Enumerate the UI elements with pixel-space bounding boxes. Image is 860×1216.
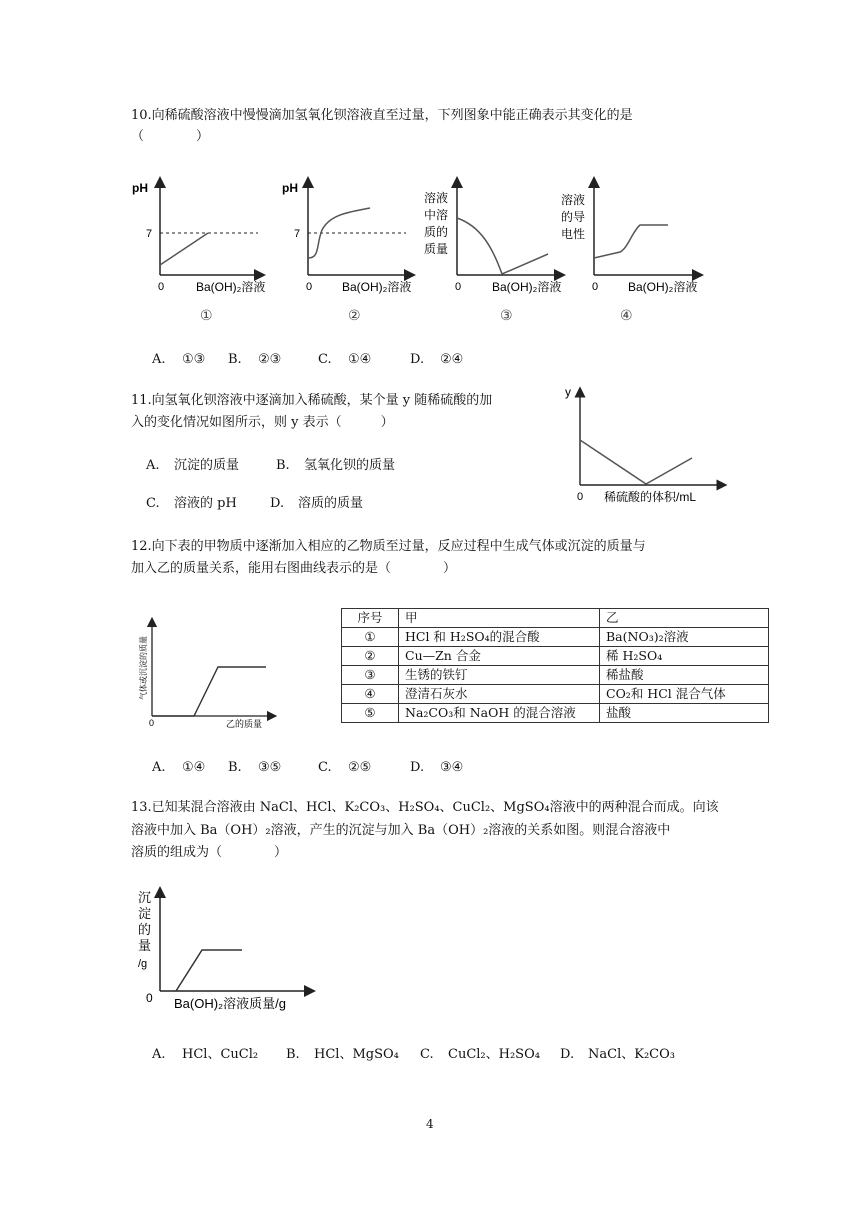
q13-option-c: CuCl₂、H₂SO₄ [448, 1047, 540, 1062]
q10-graph-2-yref: 7 [294, 228, 301, 240]
q11-option-d-letter: D. [270, 496, 285, 511]
q10-graph-3-curve [457, 218, 548, 274]
table-cell: CO₂和 HCl 混合气体 [600, 685, 769, 704]
q10-graph-2 [282, 181, 411, 323]
q11-graph-xlabel: 稀硫酸的体积/mL [604, 490, 697, 504]
q12-option-b-letter: B. [228, 760, 242, 775]
q12-stem-line2: 加入乙的质量关系，能用右图曲线表示的是（ ） [131, 561, 457, 576]
q11-stem-line2: 入的变化情况如图所示，则 y 表示（ ） [131, 415, 394, 430]
q13-option-b: HCl、MgSO₄ [314, 1047, 399, 1062]
q13-option-d: NaCl、K₂CO₃ [588, 1047, 675, 1062]
q10-graphs [120, 170, 720, 330]
table-cell: HCl 和 H₂SO₄的混合酸 [399, 628, 600, 647]
q10-option-c: ①④ [348, 352, 372, 367]
q13-option-a: HCl、CuCl₂ [182, 1047, 259, 1062]
table-cell: 稀 H₂SO₄ [600, 647, 769, 666]
q12-option-a-letter: A. [152, 760, 166, 775]
table-cell: ① [342, 628, 399, 647]
q13-option-a-letter: A. [152, 1047, 166, 1062]
q10-stem-line2: （ ） [131, 129, 210, 144]
q12-option-d-letter: D. [410, 760, 425, 775]
q10-option-d-letter: D. [410, 352, 425, 367]
q13-stem-line3: 溶质的组成为（ ） [131, 845, 288, 860]
q10-graph-3 [424, 182, 561, 323]
q11-option-c-letter: C. [146, 496, 160, 511]
q13-stem-line2: 溶液中加入 Ba（OH）₂溶液，产生的沉淀与加入 Ba（OH）₂溶液的关系如图。则混合溶液中 [131, 823, 671, 838]
q11-graph-curve [580, 440, 692, 484]
q13-graph-curve [176, 950, 242, 991]
q10-graph-1-caption: ① [200, 307, 213, 323]
q10-graph-2-origin: 0 [306, 281, 313, 293]
table-cell: Ba(NO₃)₂溶液 [600, 628, 769, 647]
table-row [342, 704, 769, 723]
q12-graph-xlabel: 乙的质量 [226, 719, 263, 729]
q10-option-b-letter: B. [228, 352, 242, 367]
q12-option-a: ①④ [182, 760, 206, 775]
q11-option-a: 沉淀的质量 [174, 458, 240, 473]
q10-graph-1-curve [160, 233, 208, 265]
q13-option-b-letter: B. [286, 1047, 300, 1062]
q13-graph-origin: 0 [146, 991, 153, 1005]
table-cell: ③ [342, 666, 399, 685]
q10-graph-1 [132, 181, 265, 323]
q12-graph-curve [152, 667, 266, 716]
q10-graph-3-xlabel: Ba(OH)₂溶液 [492, 280, 562, 294]
q12-option-c: ②⑤ [348, 760, 372, 775]
q12-table [341, 608, 769, 723]
q10-option-c-letter: C. [318, 352, 332, 367]
q11-stem-line1: 11.向氢氧化钡溶液中逐滴加入稀硫酸，某个量 y 随稀硫酸的加 [131, 393, 493, 408]
q10-graph-3-origin: 0 [455, 281, 462, 293]
q12-option-c-letter: C. [318, 760, 332, 775]
q10-graph-4-xlabel: Ba(OH)₂溶液 [628, 280, 698, 294]
table-cell: 澄清石灰水 [399, 685, 600, 704]
q10-graph-3-ylabel: 溶液 中溶 质的 质量 [424, 191, 449, 256]
q10-graph-1-xlabel: Ba(OH)₂溶液 [196, 280, 266, 294]
q11-option-a-letter: A. [146, 458, 160, 473]
q10-graph-2-xlabel: Ba(OH)₂溶液 [342, 280, 412, 294]
q10-option-d: ②④ [440, 352, 464, 367]
q10-graph-2-ylabel: pH [282, 181, 298, 195]
q11-option-d: 溶质的质量 [298, 496, 364, 511]
q13-option-c-letter: C. [420, 1047, 434, 1062]
q11-graph [560, 380, 730, 510]
q12-stem-line1: 12.向下表的甲物质中逐渐加入相应的乙物质至过量，反应过程中生成气体或沉淀的质量与 [131, 539, 646, 554]
page-number: 4 [426, 1117, 434, 1131]
q10-graph-3-caption: ③ [500, 307, 513, 323]
table-cell: ② [342, 647, 399, 666]
q13-graph-xlabel: Ba(OH)₂溶液质量/g [174, 996, 286, 1011]
q11-option-b: 氢氧化钡的质量 [304, 458, 396, 473]
q12-graph [130, 612, 280, 734]
q11-option-c: 溶液的 pH [174, 496, 237, 511]
q12-graph-origin: 0 [149, 718, 155, 728]
q10-graph-4 [561, 182, 698, 323]
q10-graph-1-origin: 0 [158, 281, 165, 293]
table-row [342, 628, 769, 647]
table-cell: Cu—Zn 合金 [399, 647, 600, 666]
q13-graph [128, 884, 318, 1014]
q10-option-a: ①③ [182, 352, 206, 367]
q13-graph-ylabel: 沉 淀 的 量 /g [138, 890, 152, 970]
q10-graph-4-ylabel: 溶液 的导 电性 [561, 193, 586, 241]
q10-graph-1-yref: 7 [146, 228, 153, 240]
q10-option-b: ②③ [258, 352, 282, 367]
q10-stem-line1: 10.向稀硫酸溶液中慢慢滴加氢氧化钡溶液直至过量，下列图象中能正确表示其变化的是 [131, 108, 633, 123]
q13-stem-line1: 13.已知某混合溶液由 NaCl、HCl、K₂CO₃、H₂SO₄、CuCl₂、MgSO₄溶液中的两种混合而成。向该 [131, 800, 719, 815]
table-header-cell: 乙 [600, 609, 769, 628]
q11-graph-ylabel: y [565, 385, 571, 399]
table-cell: ④ [342, 685, 399, 704]
q10-graph-4-origin: 0 [592, 281, 599, 293]
q11-option-b-letter: B. [276, 458, 290, 473]
table-cell: 生锈的铁钉 [399, 666, 600, 685]
q10-graph-4-caption: ④ [620, 307, 633, 323]
table-row [342, 666, 769, 685]
table-cell: Na₂CO₃和 NaOH 的混合溶液 [399, 704, 600, 723]
table-header-cell: 甲 [399, 609, 600, 628]
q10-graph-1-ylabel: pH [132, 181, 148, 195]
q12-option-d: ③④ [440, 760, 464, 775]
q12-graph-ylabel: 气体或沉淀的质量 [139, 636, 148, 700]
q12-option-b: ③⑤ [258, 760, 282, 775]
table-cell: 盐酸 [600, 704, 769, 723]
table-row [342, 647, 769, 666]
q11-graph-origin: 0 [577, 491, 584, 503]
table-cell: ⑤ [342, 704, 399, 723]
q10-graph-4-curve [594, 225, 668, 258]
q10-graph-2-caption: ② [348, 307, 361, 323]
table-header-cell: 序号 [342, 609, 399, 628]
q13-option-d-letter: D. [560, 1047, 575, 1062]
table-header-row [342, 609, 769, 628]
table-cell: 稀盐酸 [600, 666, 769, 685]
table-row [342, 685, 769, 704]
q10-option-a-letter: A. [152, 352, 166, 367]
